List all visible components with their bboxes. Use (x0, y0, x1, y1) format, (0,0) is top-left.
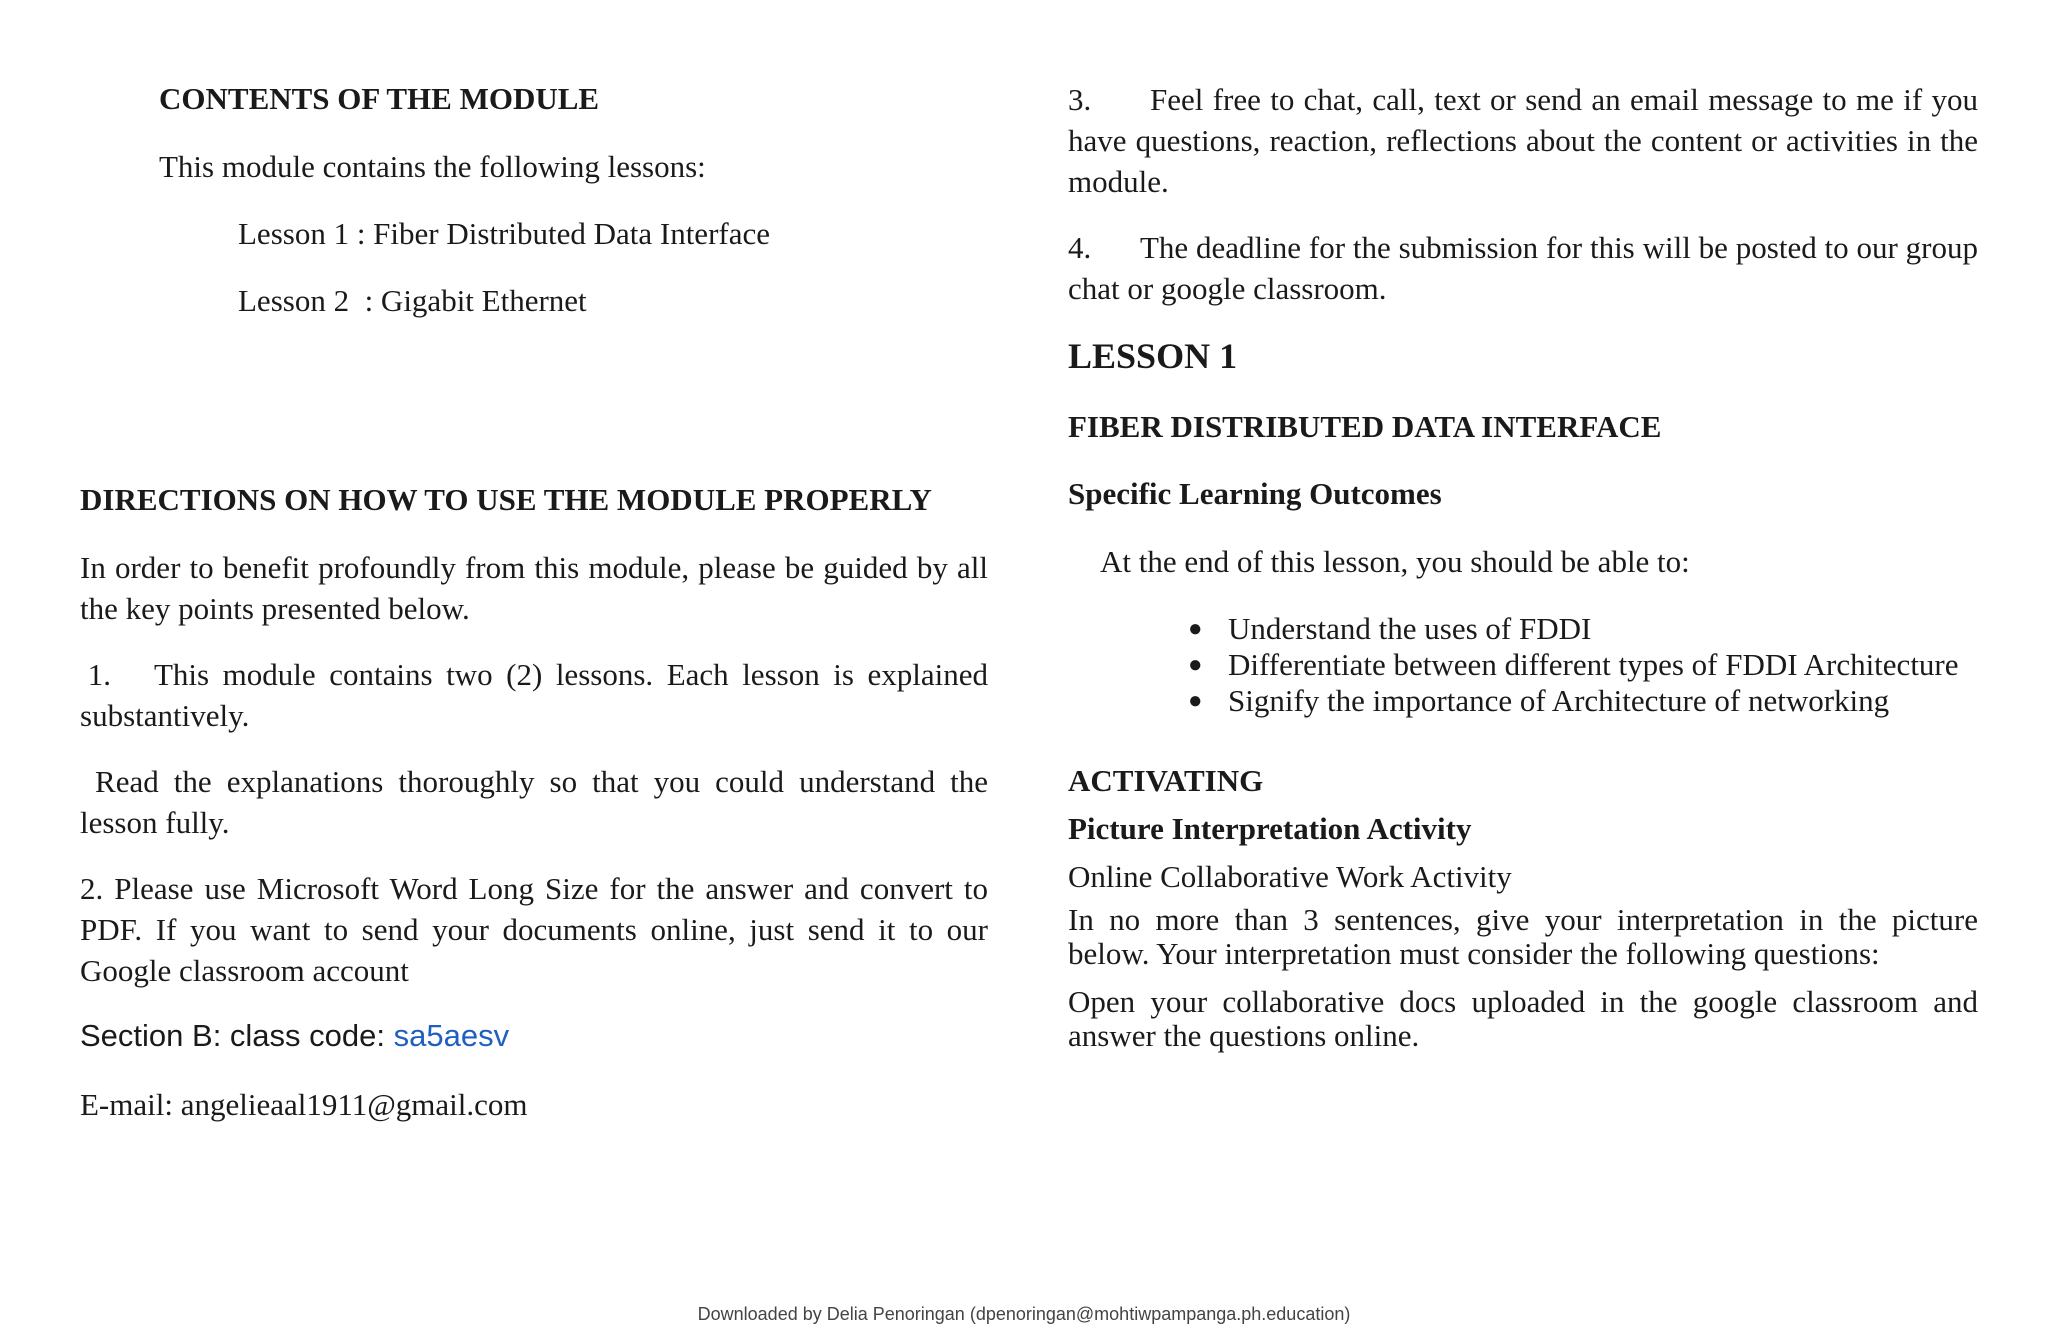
bullet-icon: ● (1188, 652, 1203, 678)
outcomes-heading: Specific Learning Outcomes (1068, 476, 1442, 511)
activating-heading: ACTIVATING (1068, 763, 1264, 798)
lesson-heading: LESSON 1 (1068, 336, 1238, 376)
contents-intro: This module contains the following lessons: (159, 149, 706, 184)
direction-item-1 (80, 654, 988, 736)
lesson-list-item-1: Lesson 1 : Fiber Distributed Data Interface (238, 216, 770, 251)
outcome-item: ● Signify the importance of Architecture of networking (1188, 683, 1890, 718)
section-label: Section B: class code: (80, 1018, 394, 1053)
activity-instructions: In no more than 3 sentences, give your interpretation in the picture below. Your interpretation must consider the following questions: (1068, 902, 1978, 971)
bullet-icon: ● (1188, 688, 1203, 714)
lesson-list-item-2: Lesson 2 : Gigabit Ethernet (238, 283, 587, 318)
direction-item-3 (1068, 79, 1978, 202)
outcome-item: ● Understand the uses of FDDI (1188, 611, 1592, 646)
email-line: E-mail: angelieaal1911@gmail.com (80, 1087, 528, 1122)
activity-note: Open your collaborative docs uploaded in the google classroom and answer the questions online. (1068, 984, 1978, 1053)
activity-title: Picture Interpretation Activity (1068, 811, 1472, 846)
contents-heading: CONTENTS OF THE MODULE (159, 81, 600, 116)
section-class-code (80, 1016, 509, 1056)
direction-item-2: 2. Please use Microsoft Word Long Size for the answer and convert to PDF. If you want to send your documents online, just send it to our Google classroom account (80, 871, 988, 988)
directions-intro: In order to benefit profoundly from this module, please be guided by all the key points presented below. (80, 550, 988, 626)
activity-subtitle: Online Collaborative Work Activity (1068, 859, 1512, 894)
direction-item-3-text: Feel free to chat, call, text or send an email message to me if you have questions, reaction, reflections about the content or activities in the module. (1068, 82, 1978, 199)
direction-item-4-text: The deadline for the submission for this will be posted to our group chat or google classroom. (1068, 230, 1978, 306)
class-code-link[interactable]: sa5aesv (393, 1018, 510, 1053)
direction-item-1-number: 1. (80, 657, 111, 692)
outcome-item: ● Differentiate between different types of FDDI Architecture (1188, 647, 1959, 682)
download-footer: Downloaded by Delia Penoringan (dpenoringan@mohtiwpampanga.ph.education) (697, 1304, 1351, 1324)
direction-item-1-followup: Read the explanations thoroughly so that you could understand the lesson fully. (80, 764, 996, 840)
directions-heading: DIRECTIONS ON HOW TO USE THE MODULE PROPERLY (80, 482, 932, 517)
direction-item-3-number: 3. (1068, 82, 1092, 117)
outcomes-list (1188, 611, 1978, 719)
direction-item-4 (1068, 227, 1978, 309)
outcomes-intro: At the end of this lesson, you should be able to: (1100, 544, 1690, 579)
bullet-icon: ● (1188, 616, 1203, 642)
direction-item-4-number: 4. (1068, 230, 1092, 265)
direction-item-1-text: This module contains two (2) lessons. Each lesson is explained substantively. (80, 657, 988, 733)
lesson-title: FIBER DISTRIBUTED DATA INTERFACE (1068, 409, 1662, 444)
